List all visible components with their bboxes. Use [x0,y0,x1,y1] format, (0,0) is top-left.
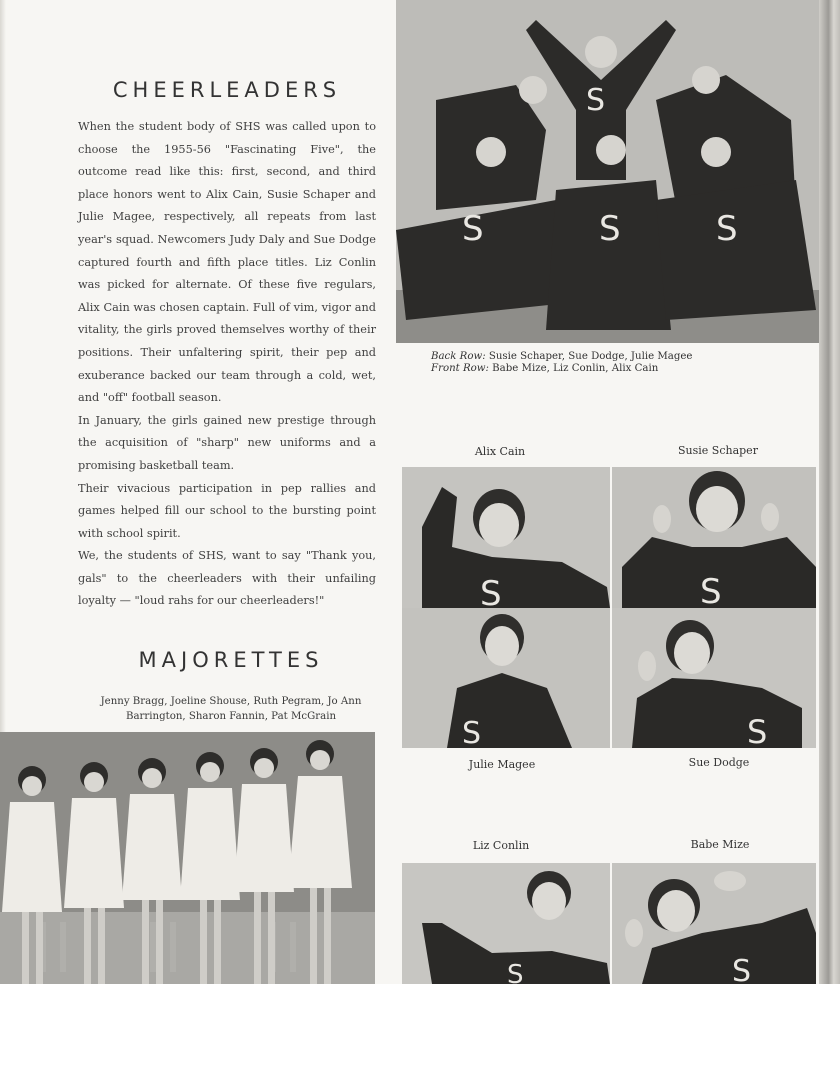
front-row-names: Babe Mize, Liz Conlin, Alix Cain [492,363,659,374]
majorettes-photo-art [0,732,375,984]
back-row-label: Back Row: [431,351,486,362]
portrait-photo-susie-schaper [612,467,816,608]
portrait-art [612,863,816,984]
majorettes-title: MAJORETTES [138,648,324,672]
portrait-art [612,467,816,608]
svg-text:S: S [732,954,752,984]
portrait-name: Alix Cain [474,445,526,458]
svg-text:S: S [480,574,502,608]
svg-text:S: S [462,716,482,748]
svg-text:S: S [599,209,621,249]
article-paragraph: In January, the girls gained new prestige through the acquisition of "sharp" new uniforms and a promising basketball team. [78,413,376,472]
portrait-name: Liz Conlin [472,839,530,852]
portrait-art [402,608,610,748]
portrait-photo-sue-dodge [612,608,816,748]
article-paragraph: We, the students of SHS, want to say "Thank you, gals" to the cheerleaders with their unfailing loyalty — "loud rahs for our cheerleaders!" [78,549,376,608]
portrait-art [402,863,610,984]
majorettes-caption: Jenny Bragg, Joeline Shouse, Ruth Pegram, Jo Ann Barrington, Sharon Fannin, Pat McGrain [100,696,362,722]
svg-text:S: S [462,209,484,249]
article-paragraph: Their vivacious participation in pep rallies and games helped fill our school to the bursting point with school spirit. [78,481,376,540]
book-spine [819,0,840,984]
portrait-name: Julie Magee [468,758,536,771]
cheerleaders-group-photo [396,0,819,343]
cheerleaders-title: CHEERLEADERS [112,78,342,102]
portrait-photo-liz-conlin [402,863,610,984]
svg-text:S: S [700,572,722,608]
portrait-art [612,608,816,748]
portrait-name: Susie Schaper [678,444,758,457]
majorettes-photo [0,732,375,984]
front-row-label: Front Row: [431,363,489,374]
portrait-name: Sue Dodge [688,756,750,769]
back-row-line [431,351,791,363]
front-row-line [431,363,791,375]
article-paragraph: When the student body of SHS was called upon to choose the 1955-56 "Fascinating Five", the outcome read like this: first, second, and third place honors went to Alix Cain, Susie Schaper and Julie Magee, respectively, all repeats from last year's squad. Newcomers Judy Daly and Sue Dodge captured fourth and fifth place titles. Liz Conlin was picked for alternate. Of these five regulars, Alix Cain was chosen captain. Full of vim, vigor and vitality, the girls proved themselves worthy of their positions. Their unfaltering spirit, their pep and exuberance backed our team through a cold, wet, and "off" football season. [78,120,376,405]
cheerleaders-group-photo-art [396,0,819,343]
group-photo-caption [431,351,791,375]
portrait-photo-julie-magee [402,608,610,748]
svg-text:S: S [747,713,768,748]
svg-text:S: S [507,960,524,984]
portrait-name: Babe Mize [690,838,750,851]
back-row-names: Susie Schaper, Sue Dodge, Julie Magee [488,351,693,362]
portrait-photo-alix-cain [402,467,610,608]
svg-text:S: S [586,83,606,118]
svg-text:S: S [716,209,738,249]
portrait-photo-babe-mize [612,863,816,984]
cheerleaders-article [78,116,376,613]
portrait-art [402,467,610,608]
